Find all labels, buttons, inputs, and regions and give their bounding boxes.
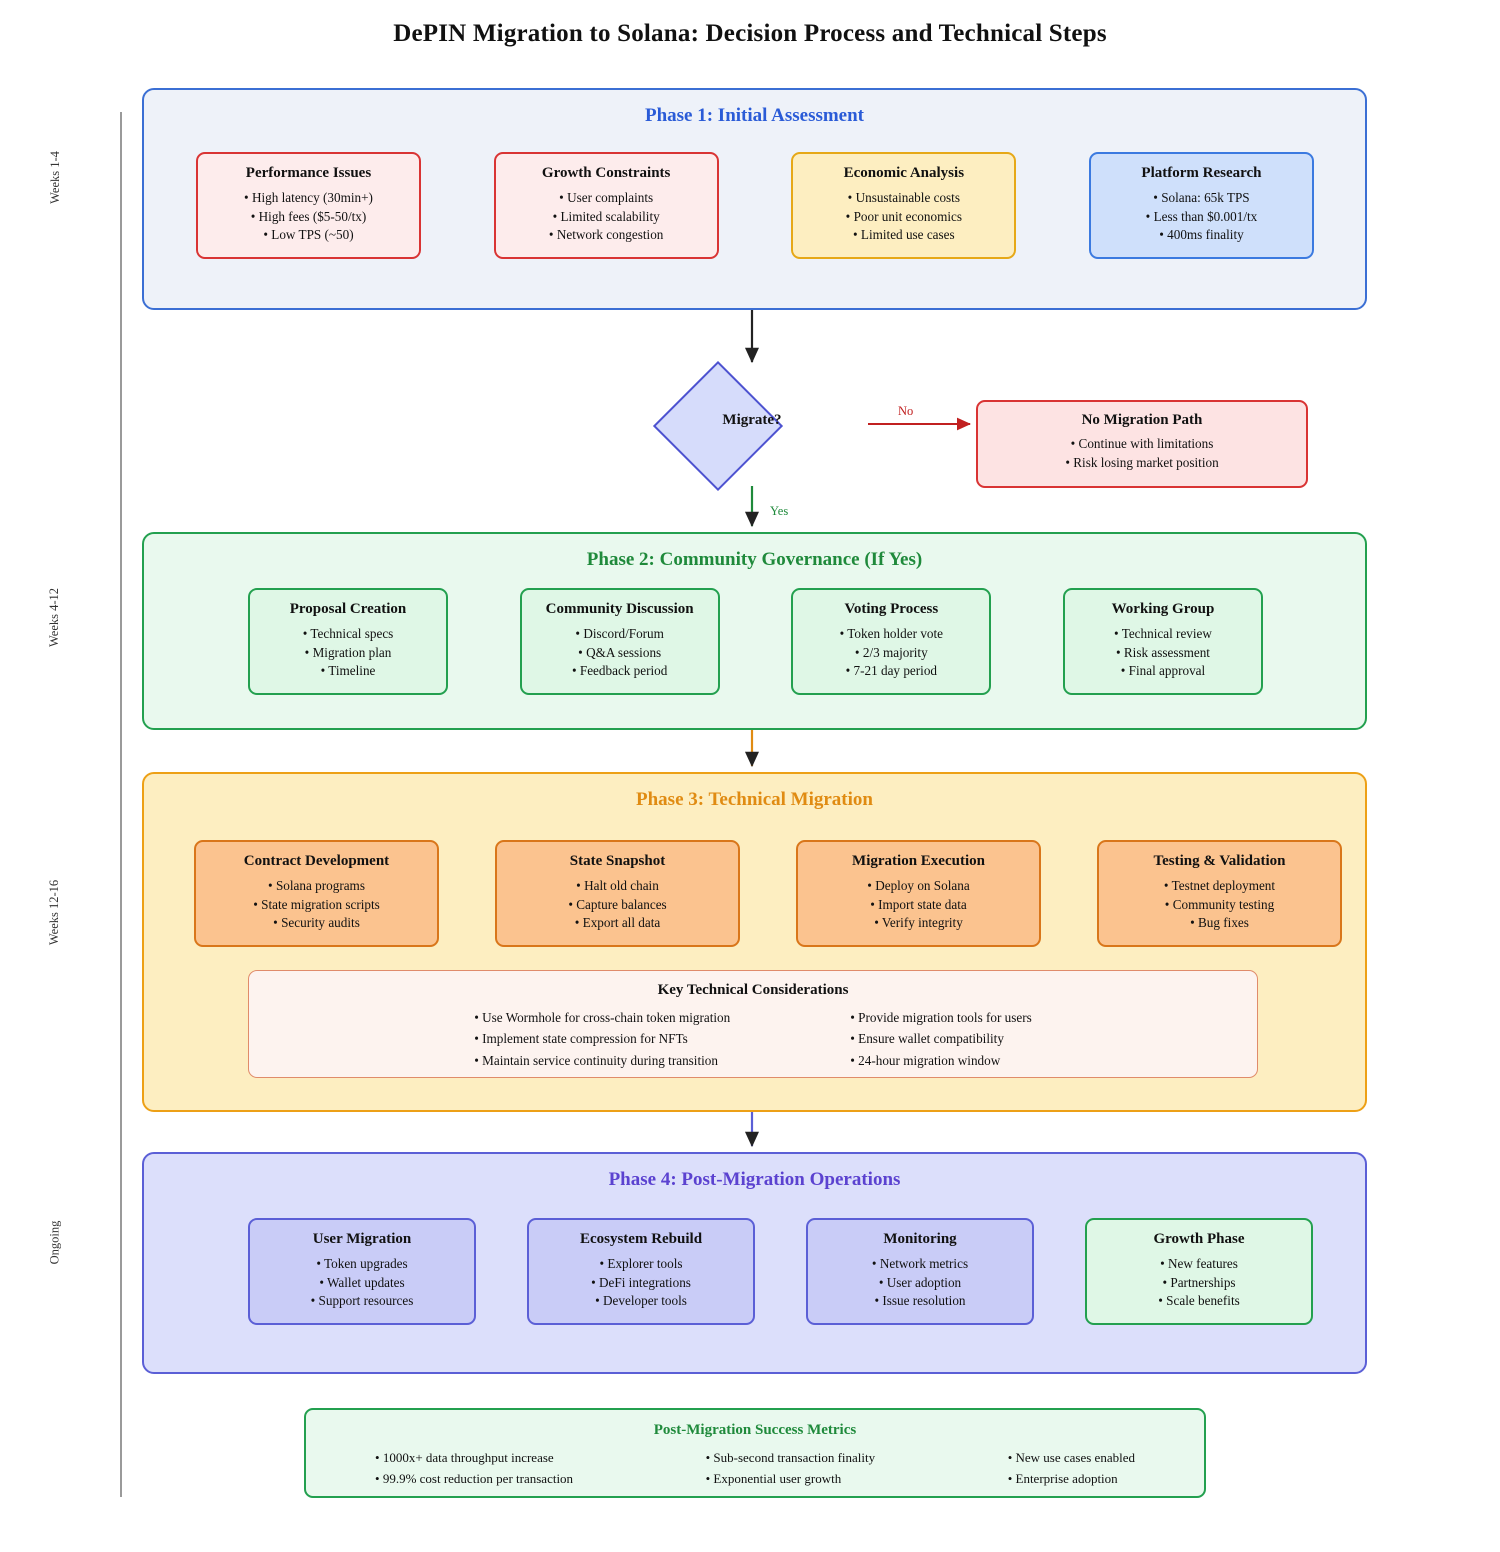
card-item: • Continue with limitations <box>988 435 1296 454</box>
card-item: • 400ms finality <box>1101 226 1302 245</box>
metrics-col-3 <box>1008 1448 1135 1490</box>
card-item: • Risk losing market position <box>988 454 1296 473</box>
decision-node[interactable] <box>636 368 868 480</box>
card-user-migration[interactable] <box>248 1218 476 1325</box>
card-items <box>1109 877 1330 933</box>
key-tech-item: • Ensure wallet compatibility <box>850 1028 1032 1049</box>
card-item: • DeFi integrations <box>539 1274 743 1293</box>
card-items <box>208 189 409 245</box>
card-title: Working Group <box>1111 601 1215 617</box>
card-item: • Token upgrades <box>260 1255 464 1274</box>
card-item: • Testnet deployment <box>1109 877 1330 896</box>
metrics-item: • 99.9% cost reduction per transaction <box>375 1469 573 1490</box>
card-item: • Halt old chain <box>507 877 728 896</box>
card-voting-process[interactable] <box>791 588 991 695</box>
key-technical-considerations <box>248 970 1258 1078</box>
key-tech-item: • Use Wormhole for cross-chain token migration <box>474 1007 730 1028</box>
key-tech-item: • 24-hour migration window <box>850 1050 1032 1071</box>
key-tech-left-list <box>474 1007 730 1071</box>
metrics-item: • 1000x+ data throughput increase <box>375 1448 573 1469</box>
card-item: • Low TPS (~50) <box>208 226 409 245</box>
timeline-label-weeks-12-16: Weeks 12-16 <box>47 879 62 946</box>
timeline-rail <box>120 112 122 1497</box>
card-item: • User adoption <box>818 1274 1022 1293</box>
phase-3-title: Phase 3: Technical Migration <box>636 789 873 810</box>
timeline-label-ongoing: Ongoing <box>47 1220 62 1265</box>
card-title: Ecosystem Rebuild <box>579 1231 703 1247</box>
card-item: • Deploy on Solana <box>808 877 1029 896</box>
card-item: • High fees ($5-50/tx) <box>208 208 409 227</box>
card-working-group[interactable] <box>1063 588 1263 695</box>
card-title: Economic Analysis <box>843 165 965 181</box>
card-items <box>803 189 1004 245</box>
card-migration-execution[interactable] <box>796 840 1041 947</box>
card-title: Proposal Creation <box>289 601 407 617</box>
card-title: No Migration Path <box>1081 412 1203 428</box>
card-contract-development[interactable] <box>194 840 439 947</box>
metrics-col-1 <box>375 1448 573 1490</box>
phase-3-cards <box>194 840 1342 947</box>
metrics-item: • Exponential user growth <box>706 1469 876 1490</box>
card-item: • Verify integrity <box>808 914 1029 933</box>
edge-label-no: No <box>898 404 914 418</box>
card-item: • Solana programs <box>206 877 427 896</box>
card-title: Testing & Validation <box>1153 853 1286 869</box>
card-growth-constraints[interactable] <box>494 152 719 259</box>
card-items <box>808 877 1029 933</box>
card-platform-research[interactable] <box>1089 152 1314 259</box>
phase-4-cards <box>248 1218 1313 1325</box>
card-item: • Network congestion <box>506 226 707 245</box>
card-item: • Technical specs <box>260 625 436 644</box>
edge-label-yes: Yes <box>770 504 789 518</box>
key-tech-title: Key Technical Considerations <box>657 982 849 998</box>
card-item: • 2/3 majority <box>803 644 979 663</box>
card-items <box>260 625 436 681</box>
card-item: • Bug fixes <box>1109 914 1330 933</box>
card-item: • 7-21 day period <box>803 662 979 681</box>
card-item: • Partnerships <box>1097 1274 1301 1293</box>
card-items <box>260 1255 464 1311</box>
card-item: • Q&A sessions <box>532 644 708 663</box>
card-community-discussion[interactable] <box>520 588 720 695</box>
card-item: • Token holder vote <box>803 625 979 644</box>
card-item: • Unsustainable costs <box>803 189 1004 208</box>
card-title: Growth Phase <box>1153 1231 1245 1247</box>
card-title: Growth Constraints <box>541 165 671 181</box>
card-item: • Scale benefits <box>1097 1292 1301 1311</box>
card-item: • User complaints <box>506 189 707 208</box>
phase-4-title: Phase 4: Post-Migration Operations <box>608 1169 901 1190</box>
card-item: • Feedback period <box>532 662 708 681</box>
card-item: • Risk assessment <box>1075 644 1251 663</box>
card-item: • Migration plan <box>260 644 436 663</box>
card-item: • Developer tools <box>539 1292 743 1311</box>
phase-2-cards <box>248 588 1263 695</box>
card-items <box>1075 625 1251 681</box>
card-item: • New features <box>1097 1255 1301 1274</box>
key-tech-item: • Maintain service continuity during transition <box>474 1050 730 1071</box>
card-item: • Limited use cases <box>803 226 1004 245</box>
card-item: • Technical review <box>1075 625 1251 644</box>
key-tech-item: • Implement state compression for NFTs <box>474 1028 730 1049</box>
card-growth-phase[interactable] <box>1085 1218 1313 1325</box>
card-economic-analysis[interactable] <box>791 152 1016 259</box>
card-item: • Discord/Forum <box>532 625 708 644</box>
phase-1-title: Phase 1: Initial Assessment <box>644 105 865 126</box>
card-items <box>1101 189 1302 245</box>
card-item: • Import state data <box>808 896 1029 915</box>
page-title: DePIN Migration to Solana: Decision Process and Technical Steps <box>393 20 1107 47</box>
card-item: • State migration scripts <box>206 896 427 915</box>
card-title: User Migration <box>312 1231 412 1247</box>
card-items <box>818 1255 1022 1311</box>
card-item: • Security audits <box>206 914 427 933</box>
card-testing-validation[interactable] <box>1097 840 1342 947</box>
post-migration-success-metrics <box>304 1408 1206 1498</box>
metrics-item: • Enterprise adoption <box>1008 1469 1135 1490</box>
metrics-col-2 <box>706 1448 876 1490</box>
card-performance-issues[interactable] <box>196 152 421 259</box>
card-items <box>532 625 708 681</box>
card-title: State Snapshot <box>569 853 666 869</box>
card-title: Platform Research <box>1141 165 1262 181</box>
card-items <box>506 189 707 245</box>
timeline-label-weeks-4-12: Weeks 4-12 <box>47 587 62 648</box>
card-title: Performance Issues <box>245 165 372 181</box>
card-ecosystem-rebuild[interactable] <box>527 1218 755 1325</box>
phase-1-cards <box>196 152 1314 259</box>
card-no-migration-path[interactable] <box>976 400 1308 488</box>
card-monitoring[interactable] <box>806 1218 1034 1325</box>
card-item: • Final approval <box>1075 662 1251 681</box>
key-tech-right-list <box>850 1007 1032 1071</box>
card-item: • Export all data <box>507 914 728 933</box>
card-item: • Capture balances <box>507 896 728 915</box>
card-item: • Support resources <box>260 1292 464 1311</box>
card-title: Monitoring <box>883 1231 957 1247</box>
metrics-item: • New use cases enabled <box>1008 1448 1135 1469</box>
card-item: • High latency (30min+) <box>208 189 409 208</box>
card-items <box>539 1255 743 1311</box>
card-proposal-creation[interactable] <box>248 588 448 695</box>
card-items <box>507 877 728 933</box>
card-item: • Less than $0.001/tx <box>1101 208 1302 227</box>
card-item: • Timeline <box>260 662 436 681</box>
card-item: • Community testing <box>1109 896 1330 915</box>
card-item: • Limited scalability <box>506 208 707 227</box>
card-title: Contract Development <box>243 853 390 869</box>
card-item: • Issue resolution <box>818 1292 1022 1311</box>
card-item: • Network metrics <box>818 1255 1022 1274</box>
key-tech-item: • Provide migration tools for users <box>850 1007 1032 1028</box>
card-state-snapshot[interactable] <box>495 840 740 947</box>
card-item: • Explorer tools <box>539 1255 743 1274</box>
card-items <box>988 435 1296 472</box>
card-title: Voting Process <box>844 601 939 617</box>
card-item: • Wallet updates <box>260 1274 464 1293</box>
card-items <box>1097 1255 1301 1311</box>
metrics-item: • Sub-second transaction finality <box>706 1448 876 1469</box>
metrics-title: Post-Migration Success Metrics <box>653 1422 857 1438</box>
card-items <box>206 877 427 933</box>
card-items <box>803 625 979 681</box>
card-item: • Poor unit economics <box>803 208 1004 227</box>
phase-2-title: Phase 2: Community Governance (If Yes) <box>586 549 923 570</box>
card-title: Community Discussion <box>545 601 694 617</box>
card-title: Migration Execution <box>852 853 985 869</box>
timeline-label-weeks-1-4: Weeks 1-4 <box>47 151 62 204</box>
decision-label: Migrate? <box>722 412 782 428</box>
card-item: • Solana: 65k TPS <box>1101 189 1302 208</box>
